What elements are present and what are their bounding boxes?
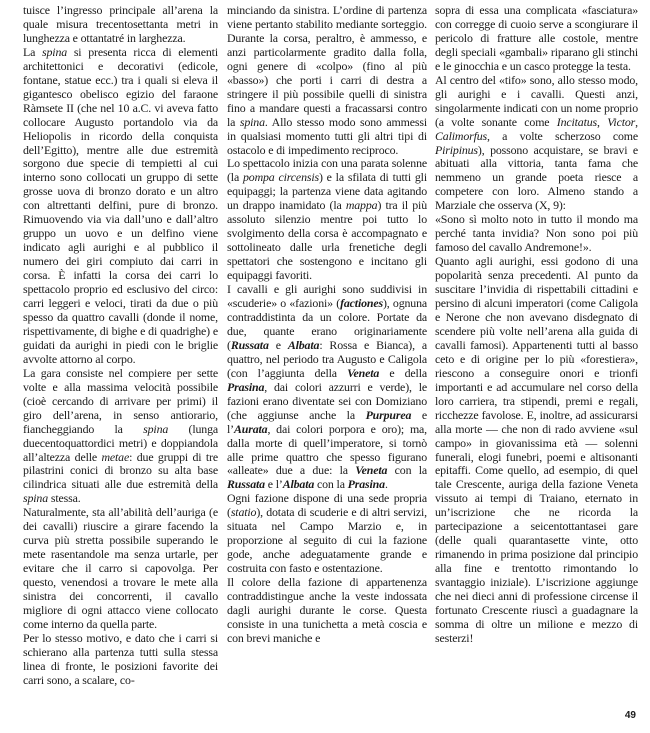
paragraph: Naturalmente, sta all’abilità dell’auriga (e dei cavalli) riuscire a girare facendo la curva più stretta possibile superando le mete rasentandole ma senza urtarle, per evitare che il carro si capovolga. Per questo, venendosi a trovare le mete alla sinistra dei concorrenti, il cavallo migliore di ogni attacco viene collocato come interno da quella parte. xyxy=(23,505,218,631)
paragraph: Ogni fazione dispone di una sede propria (statio), dotata di scuderie e di altri servizi, situata nel Campo Marzio e, in proporzione al seguito di cui la fazione gode, anche adeguatamente grande e costruita con fasto e ostentazione. xyxy=(227,491,427,576)
paragraph: I cavalli e gli aurighi sono suddivisi in «scuderie» o «fazioni» (factiones), ognuna contraddistinta da un colore. Portate da due, quante erano originariamente (Russata e Albata: Rossa e Bianca), a quattro, nel periodo tra Augusto e Caligola (con l’aggiunta della Veneta e della Prasina, dai colori azzurri e verde), le fazioni erano diventate sei con Domiziano (che aggiunse anche la Purpurea e l’Aurata, dai colori porpora e oro); ma, dalla morte di quell’imperatore, si tornò alle prime quattro che spesso figurano «alleate» due a due: la Veneta con la Russata e l’Albata con la Prasina. xyxy=(227,282,428,492)
paragraph: Per lo stesso motivo, e dato che i carri si schierano alla partenza tutti sulla stessa linea di fronte, le posizioni favorite dei carri sono, a scalare, co- xyxy=(23,630,218,687)
paragraph: Il colore della fazione di appartenenza contraddistingue anche la veste indossata dagli aurighi durante le corse. Questa consiste in una tunichetta a metà coscia e con brevi maniche e xyxy=(227,575,427,645)
paragraph: minciando da sinistra. L’ordine di partenza viene pertanto stabilito mediante sorteggio. Durante la corsa, peraltro, è ammesso, e anzi particolarmente gradito dalla folla, ogni genere di «colpo» (fino al più «basso») che porti i carri di destra a stringere il più possibile quelli di sinistra fino a mandare questi a fracassarsi contro la spina. Allo stesso modo sono ammessi in qualsiasi momento tutti gli altri tipi di ostacolo e di impedimento reciproco. xyxy=(227,3,427,157)
paragraph: tuisce l’ingresso principale all’arena la quale misura trecentosettanta metri in lunghezza e ottantatré in larghezza. xyxy=(23,3,218,45)
paragraph: Lo spettacolo inizia con una parata solenne (la pompa circensis) e la sfilata di tutti gli equipaggi; la partenza viene data agitando un drappo inamidato (la mappa) tra il più assoluto silenzio mentre poi tutto lo svolgimento della corsa è accompagnato e sottolineato dalle urla frenetiche degli spettatori che sostengono e incitano gli equipaggi favoriti. xyxy=(227,156,427,283)
text-column-3 xyxy=(435,4,638,646)
paragraph: La gara consiste nel compiere per sette volte e alla massima velocità possibile (cioè cercando di arrivare per primi) il giro dell’arena, in senso antiorario, fiancheggiando la spina (lunga duecentoquattordici metri) e doppiandola all’altezza delle metae: due gruppi di tre pilastrini conici di bronzo su alta base cilindrica situati alle due estremità della spina stessa. xyxy=(23,365,218,506)
paragraph: La spina si presenta ricca di elementi architettonici e decorativi (edicole, fontane, statue ecc.) tra i quali si eleva il gigantesco obelisco egizio del faraone Ràmsete II (che nel 10 a.C. vi aveva fatto collocare Augusto portandolo via da Heliopolis in ricordo della conquista dell’Egitto), mentre alle due estremità sorgono due specie di tempietti al cui interno sono collocati un gruppo di sette grosse uova di bronzo dorato e un altro con altrettanti delfini, pure di bronzo. Rimuovendo via via dall’uno e dall’altro gruppo un uovo e un delfino viene indicato agli aurighi e al pubblico il numero dei giri compiuto dai carri in corsa. È infatti la corsa dei carri lo spettacolo proprio ed esclusivo del circo: carri leggeri e veloci, tirati da due o più spesso da quattro cavalli (donde il nome, rispettivamente, di bighe e di quadrighe) e guidati da aurighi in piedi con le briglie avvolte attorno al corpo. xyxy=(23,44,218,366)
paragraph: sopra di essa una complicata «fasciatura» con corregge di cuoio serve a scongiurare il pericolo di fratture alle costole, mentre degli speciali «gambali» riparano gli stinchi e le ginocchia e un casco protegge la testa. xyxy=(435,3,638,73)
page-number: 49 xyxy=(624,710,636,721)
paragraph: Al centro del «tifo» sono, allo stesso modo, gli aurighi e i cavalli. Questi anzi, singolarmente indicati con un nome proprio (a volte sonante come Incitatus, Victor, Calimorfus, a volte scherzoso come Piripinus), possono acquistare, se bravi e abituati alla vittoria, tanta fama che nemmeno un grande poeta riesce a competere con loro. Almeno stando a Marziale che osserva (X, 9): xyxy=(435,72,638,213)
paragraph: Quanto agli aurighi, essi godono di una popolarità senza precedenti. Al punto da suscitare l’invidia di rispettabili cittadini e persino di alcuni imperatori (come Caligola e Nerone che non avevano disdegnato di scendere più volte nell’arena alla guida di cavalli famosi). Appartenenti tutti al basso ceto e di origine per lo più «forestiera», riescono a conseguire onori e trionfi importanti e ad accumulare nel corso della loro carriera, tra stipendi, premi e regali, ricchezze favolose. E, inoltre, ad assicurarsi alla morte — che non di rado avviene «sul campo» in giovanissima età — solenni funerali, elogi funebri, poemi e altisonanti epitaffi. Come quello, ad esempio, di quel tale Crescente, auriga della fazione Veneta vissuto ai tempi di Traiano, eternato in un’iscrizione che ne ricorda la partecipazione a seicentottantasei gare (delle quali quarantasette vinte, otto rimanendo in prima posizione dal principio alla fine e trentotto rimontando lo svantaggio iniziale). L’iscrizione aggiunge che nei dieci anni di professione circense il fortunato Crescente riuscì a guadagnare la somma di oltre un milione e mezzo di sesterzi! xyxy=(435,254,638,645)
text-column-2 xyxy=(227,4,427,646)
text-column-1 xyxy=(23,4,218,688)
paragraph: «Sono sì molto noto in tutto il mondo ma perché tanta invidia? Non sono poi più famoso del cavallo Andremone!». xyxy=(435,212,638,255)
